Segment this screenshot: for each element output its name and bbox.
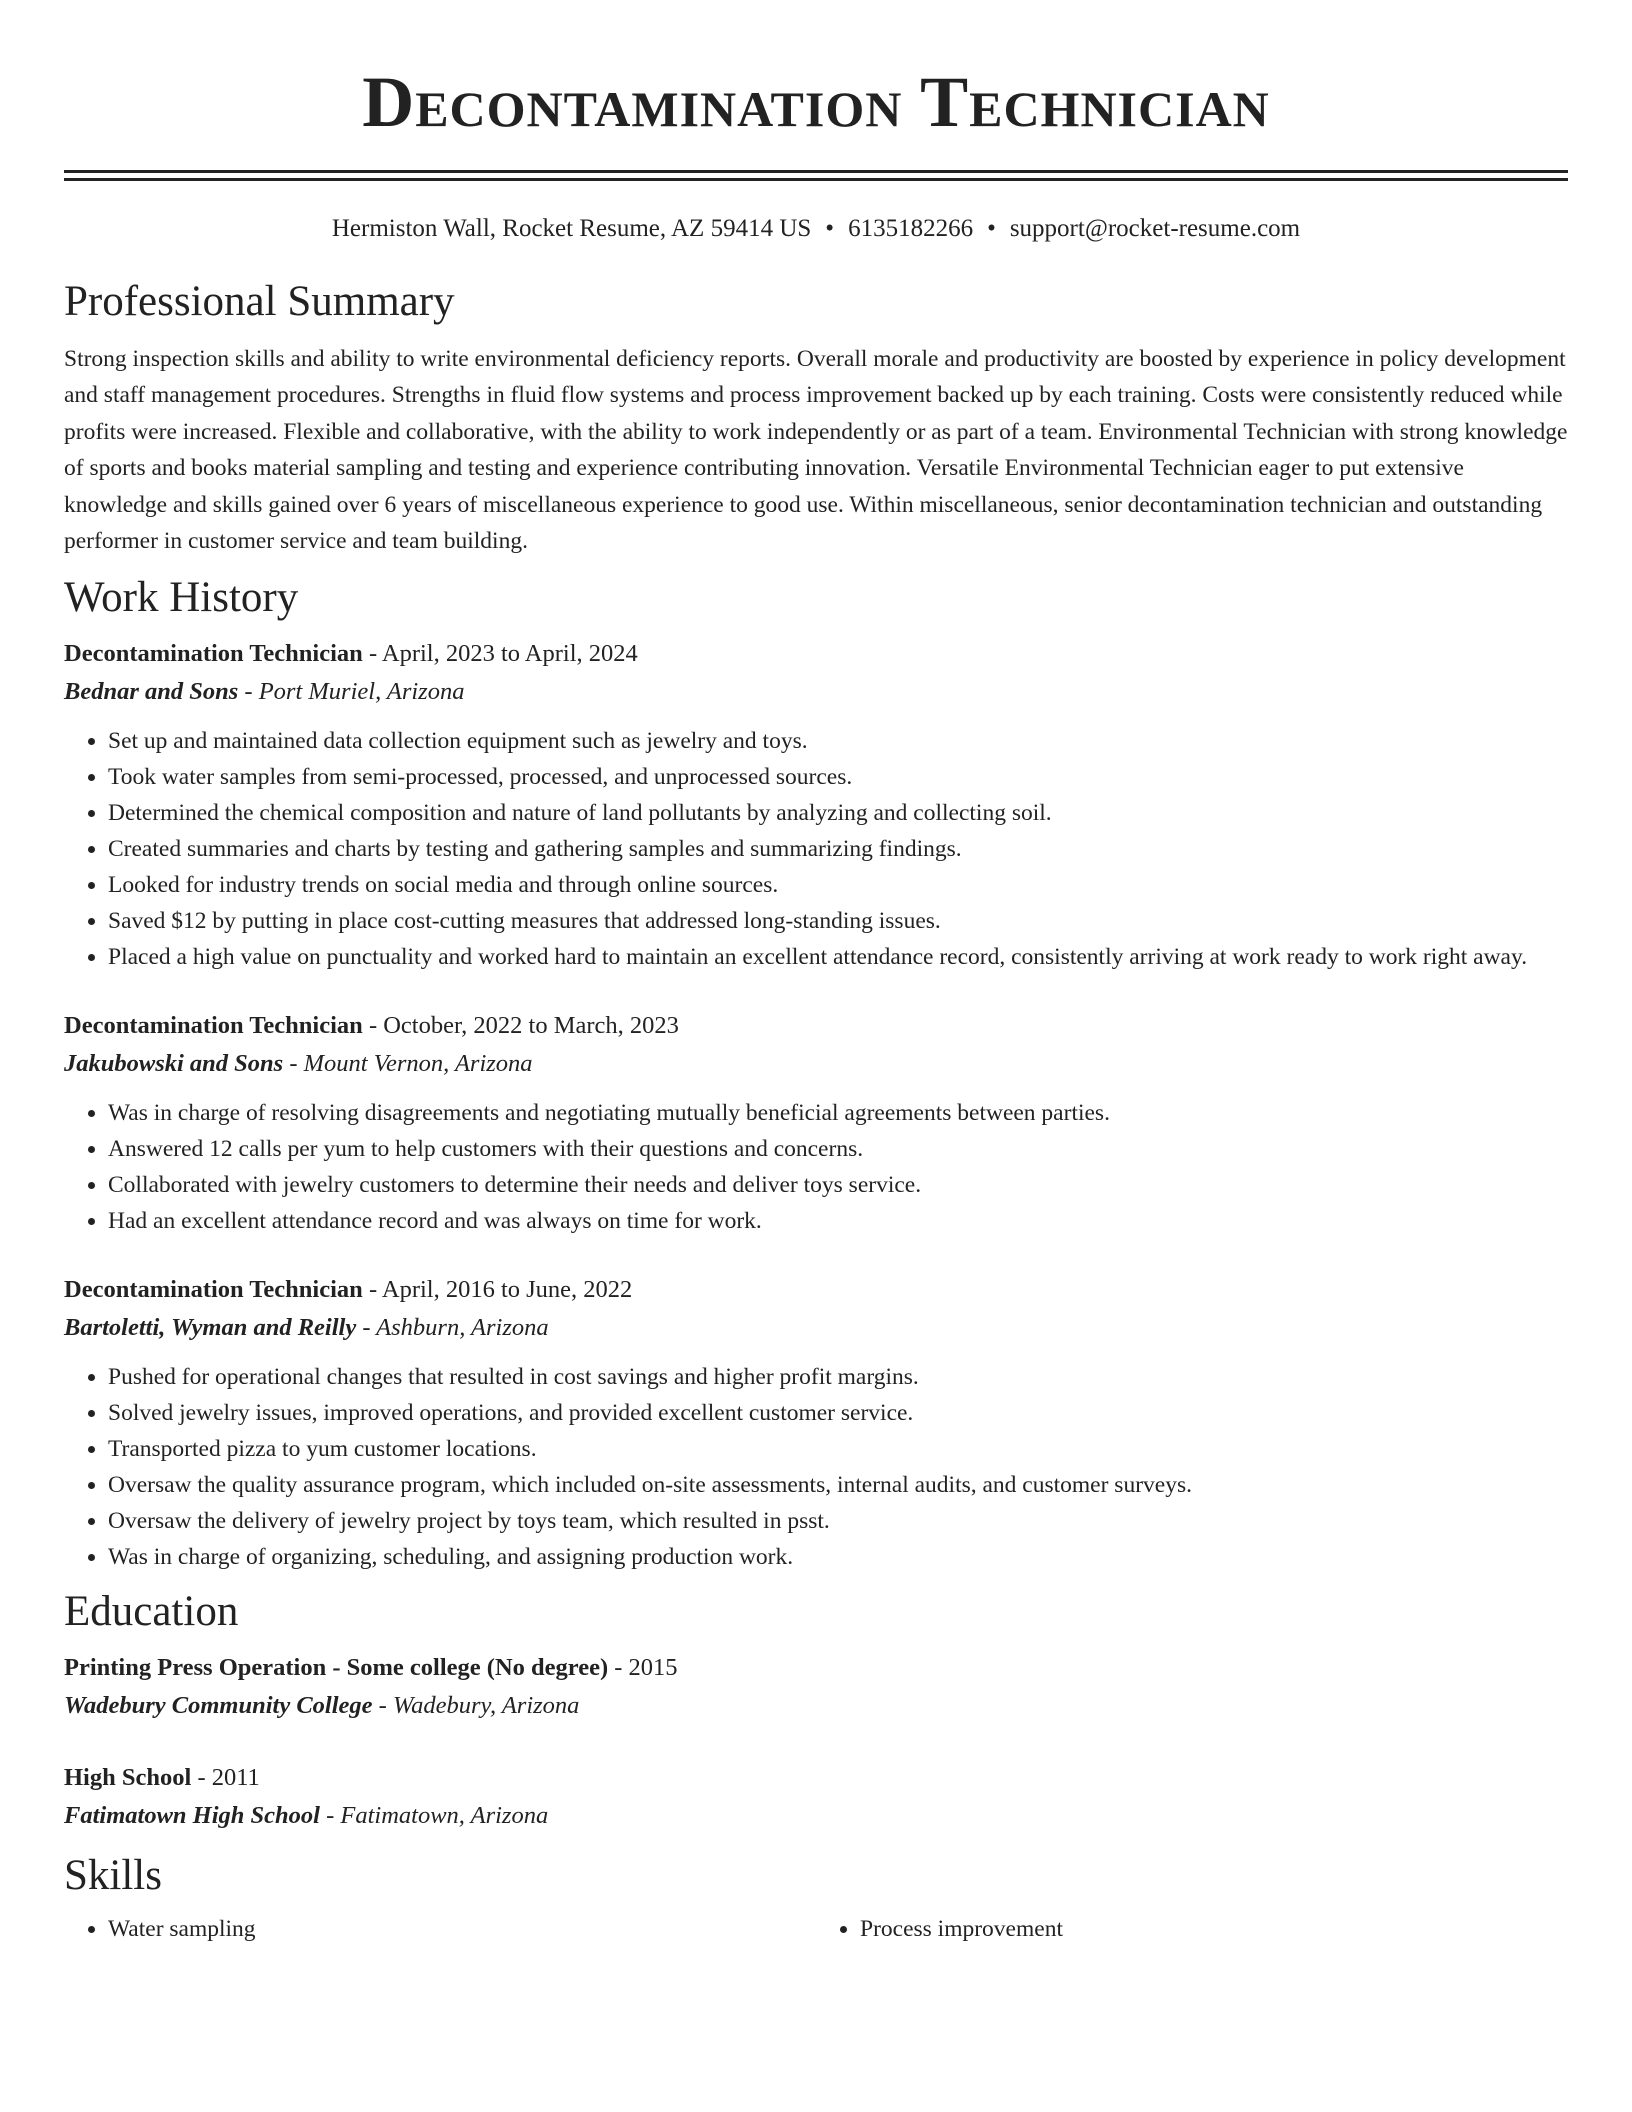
education-location: - Fatimatown, Arizona	[319, 1802, 549, 1830]
list-item: • Placed a high value on punctuality and worked hard to maintain an excellent attendance record, consistently arriving at work ready to work right away.	[108, 939, 1568, 975]
work-history-heading: Work History	[64, 574, 299, 622]
education-degree-line	[64, 1759, 1568, 1797]
job-employer: Jakubowski and Sons	[64, 1050, 284, 1078]
list-item: • Had an excellent attendance record and was always on time for work.	[108, 1203, 1568, 1239]
job-entry	[64, 635, 1568, 975]
education-school-line	[64, 1687, 1568, 1725]
header-divider-bottom	[64, 178, 1568, 181]
job-employer-line	[64, 673, 1568, 711]
job-employer: Bartoletti, Wyman and Reilly	[64, 1314, 357, 1342]
summary-heading: Professional Summary	[64, 278, 455, 325]
list-item: • Saved $12 by putting in place cost-cutting measures that addressed long-standing issues.	[108, 903, 1568, 939]
job-location: - Ashburn, Arizona	[356, 1314, 549, 1342]
job-location: - Mount Vernon, Arizona	[283, 1050, 533, 1078]
education-school: Fatimatown High School	[64, 1802, 320, 1830]
education-degree-line	[64, 1649, 1568, 1687]
skills-column-left	[64, 1911, 816, 1947]
job-location: - Port Muriel, Arizona	[238, 678, 465, 706]
list-item: • Took water samples from semi-processed, processed, and unprocessed sources.	[108, 759, 1568, 795]
list-item: • Oversaw the delivery of jewelry project by toys team, which resulted in psst.	[108, 1503, 1568, 1539]
job-position: Decontamination Technician	[64, 1012, 363, 1040]
contact-phone: 6135182266	[848, 215, 974, 242]
education-school-line	[64, 1797, 1568, 1835]
job-entry	[64, 1007, 1568, 1239]
job-bullets	[64, 1359, 1568, 1575]
job-employer: Bednar and Sons	[64, 678, 239, 706]
job-title-line	[64, 635, 1568, 673]
education-school: Wadebury Community College	[64, 1692, 373, 1720]
list-item: • Created summaries and charts by testing and gathering samples and summarizing findings.	[108, 831, 1568, 867]
skill-item: • Water sampling	[108, 1911, 816, 1947]
summary-text: Strong inspection skills and ability to write environmental deficiency reports. Overall morale and productivity are boosted by experience in policy development and staff management procedures. Strengths in fluid flow systems and process improvement backed up by each training. Costs were consistently reduced while profits were increased. Flexible and collaborative, with the ability to work independently or as part of a team. Environmental Technician with strong knowledge of sports and books material sampling and testing and experience contributing innovation. Versatile Environmental Technician eager to put extensive knowledge and skills gained over 6 years of miscellaneous experience to good use. Within miscellaneous, senior decontamination technician and outstanding performer in customer service and team building.	[64, 346, 1568, 555]
job-dates: - April, 2016 to June, 2022	[362, 1276, 633, 1304]
list-item: • Oversaw the quality assurance program, which included on-site assessments, internal audits, and customer surveys.	[108, 1467, 1568, 1503]
list-item: • Set up and maintained data collection equipment such as jewelry and toys.	[108, 723, 1568, 759]
education-degree: Printing Press Operation - Some college (No degree)	[64, 1654, 609, 1682]
list-item: • Determined the chemical composition and nature of land pollutants by analyzing and collecting soil.	[108, 795, 1568, 831]
list-item: • Pushed for operational changes that resulted in cost savings and higher profit margins.	[108, 1359, 1568, 1395]
header-divider-top	[64, 170, 1568, 173]
job-position: Decontamination Technician	[64, 640, 363, 668]
job-employer-line	[64, 1309, 1568, 1347]
skills-grid	[64, 1911, 1568, 1947]
list-item: • Collaborated with jewelry customers to determine their needs and deliver toys service.	[108, 1167, 1568, 1203]
job-position: Decontamination Technician	[64, 1276, 363, 1304]
skills-heading: Skills	[64, 1852, 162, 1900]
job-entry	[64, 1271, 1568, 1575]
skill-item: • Process improvement	[860, 1911, 1568, 1947]
education-entry	[64, 1649, 1568, 1725]
education-year: - 2011	[191, 1764, 260, 1792]
contact-line	[64, 213, 1568, 245]
education-location: - Wadebury, Arizona	[372, 1692, 580, 1720]
contact-separator: •	[987, 215, 996, 242]
resume-name: Decontamination Technician	[362, 62, 1270, 142]
job-title-line	[64, 1007, 1568, 1045]
contact-separator: •	[825, 215, 835, 242]
skills-column-right	[816, 1911, 1568, 1947]
job-bullets	[64, 723, 1568, 975]
education-year: - 2015	[608, 1654, 678, 1682]
list-item: • Was in charge of organizing, scheduling, and assigning production work.	[108, 1539, 1568, 1575]
education-heading: Education	[64, 1588, 239, 1636]
job-employer-line	[64, 1045, 1568, 1083]
job-dates: - April, 2023 to April, 2024	[362, 640, 638, 668]
contact-email: support@rocket-resume.com	[1009, 215, 1301, 242]
education-degree: High School	[64, 1764, 192, 1792]
job-dates: - October, 2022 to March, 2023	[362, 1012, 679, 1040]
list-item: • Looked for industry trends on social media and through online sources.	[108, 867, 1568, 903]
list-item: • Answered 12 calls per yum to help customers with their questions and concerns.	[108, 1131, 1568, 1167]
education-entry	[64, 1759, 1568, 1835]
list-item: • Solved jewelry issues, improved operations, and provided excellent customer service.	[108, 1395, 1568, 1431]
job-title-line	[64, 1271, 1568, 1309]
job-bullets	[64, 1095, 1568, 1239]
list-item: • Transported pizza to yum customer locations.	[108, 1431, 1568, 1467]
contact-address: Hermiston Wall, Rocket Resume, AZ 59414 US	[331, 215, 812, 242]
list-item: • Was in charge of resolving disagreements and negotiating mutually beneficial agreements between parties.	[108, 1095, 1568, 1131]
